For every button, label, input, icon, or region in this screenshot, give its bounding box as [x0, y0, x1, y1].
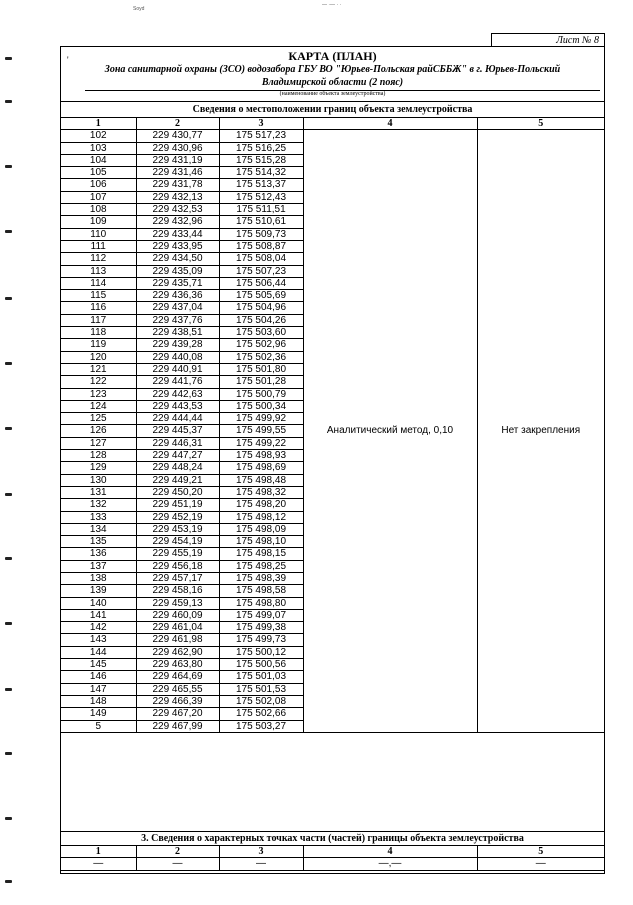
document-header: [61, 47, 604, 101]
coord-x: 229 461,04: [136, 622, 219, 634]
point-number: 140: [61, 597, 136, 609]
point-number: 106: [61, 179, 136, 191]
point-number: 135: [61, 536, 136, 548]
coord-x: 229 446,31: [136, 437, 219, 449]
coord-x: 229 466,39: [136, 695, 219, 707]
point-number: 125: [61, 413, 136, 425]
coord-y: 175 508,87: [219, 240, 303, 252]
coord-y: 175 506,44: [219, 277, 303, 289]
coord-y: 175 511,51: [219, 204, 303, 216]
point-number: 143: [61, 634, 136, 646]
coord-y: 175 498,15: [219, 548, 303, 560]
point-number: 112: [61, 253, 136, 265]
coord-x: 229 431,46: [136, 167, 219, 179]
coord-y: 175 510,61: [219, 216, 303, 228]
scan-mark: [5, 622, 12, 625]
point-number: 5: [61, 720, 136, 732]
point-number: 114: [61, 277, 136, 289]
coord-x: 229 467,99: [136, 720, 219, 732]
coord-x: 229 460,09: [136, 609, 219, 621]
coord-x: 229 432,53: [136, 204, 219, 216]
coord-y: 175 498,25: [219, 560, 303, 572]
coord-x: 229 430,77: [136, 130, 219, 142]
coord-y: 175 504,96: [219, 302, 303, 314]
coord-x: 229 441,76: [136, 376, 219, 388]
coord-y: 175 517,23: [219, 130, 303, 142]
coord-x: 229 432,13: [136, 191, 219, 203]
point-number: 120: [61, 351, 136, 363]
coord-x: 229 463,80: [136, 659, 219, 671]
coord-x: 229 442,63: [136, 388, 219, 400]
coord-x: 229 445,37: [136, 425, 219, 437]
coord-y: 175 498,10: [219, 536, 303, 548]
point-number: 141: [61, 609, 136, 621]
object-name-line1: Зона санитарной охраны (ЗСО) водозабора ГБУ ВО "Юрьев-Польская райСББЖ" в г. Юрьев-Польский: [104, 64, 561, 75]
coord-y: 175 498,12: [219, 511, 303, 523]
coord-y: 175 499,38: [219, 622, 303, 634]
empty-cell: —: [477, 858, 604, 870]
point-number: 145: [61, 659, 136, 671]
coord-y: 175 505,69: [219, 290, 303, 302]
coord-y: 175 498,58: [219, 585, 303, 597]
coord-y: 175 499,55: [219, 425, 303, 437]
scan-mark: [5, 165, 12, 168]
coord-x: 229 465,55: [136, 683, 219, 695]
point-number: 149: [61, 708, 136, 720]
coord-y: 175 507,23: [219, 265, 303, 277]
coord-x: 229 450,20: [136, 486, 219, 498]
point-number: 121: [61, 363, 136, 375]
object-name-line2: Владимирской области (2 пояс): [261, 77, 404, 88]
coord-x: 229 437,76: [136, 314, 219, 326]
column-header: 1: [61, 118, 136, 130]
coord-x: 229 464,69: [136, 671, 219, 683]
column-header: 3: [219, 846, 303, 858]
coord-y: 175 501,28: [219, 376, 303, 388]
point-number: 139: [61, 585, 136, 597]
point-number: 103: [61, 142, 136, 154]
parts-table: [61, 845, 604, 871]
coord-y: 175 500,56: [219, 659, 303, 671]
table-header-row: [61, 846, 604, 858]
coordinates-table: [61, 117, 604, 733]
point-number: 127: [61, 437, 136, 449]
point-number: 116: [61, 302, 136, 314]
scan-mark: [5, 427, 12, 430]
coord-y: 175 509,73: [219, 228, 303, 240]
coord-x: 229 432,96: [136, 216, 219, 228]
column-header: 4: [303, 846, 477, 858]
coord-y: 175 498,48: [219, 474, 303, 486]
coord-x: 229 455,19: [136, 548, 219, 560]
table-row: [61, 130, 604, 142]
object-caption: (наименование объекта землеустройства): [279, 91, 386, 97]
coord-y: 175 503,27: [219, 720, 303, 732]
table-header-row: [61, 118, 604, 130]
coord-y: 175 513,37: [219, 179, 303, 191]
coord-y: 175 503,60: [219, 327, 303, 339]
table-body: [61, 130, 604, 733]
coord-x: 229 461,98: [136, 634, 219, 646]
coord-y: 175 504,26: [219, 314, 303, 326]
coord-x: 229 457,17: [136, 572, 219, 584]
point-number: 138: [61, 572, 136, 584]
point-number: 144: [61, 646, 136, 658]
coord-x: 229 459,13: [136, 597, 219, 609]
coord-y: 175 498,69: [219, 462, 303, 474]
section-title: Сведения о местоположении границ объекта землеустройства: [61, 101, 604, 117]
coord-x: 229 436,36: [136, 290, 219, 302]
point-number: 132: [61, 499, 136, 511]
sheet-number: Лист № 8: [491, 33, 605, 47]
point-number: 104: [61, 154, 136, 166]
coord-x: 229 443,53: [136, 400, 219, 412]
coord-y: 175 515,28: [219, 154, 303, 166]
coord-x: 229 431,78: [136, 179, 219, 191]
column-header: 5: [477, 846, 604, 858]
coord-x: 229 435,09: [136, 265, 219, 277]
method-cell: Аналитический метод, 0,10: [303, 130, 477, 733]
point-number: 123: [61, 388, 136, 400]
coord-y: 175 502,96: [219, 339, 303, 351]
coord-y: 175 508,04: [219, 253, 303, 265]
coord-y: 175 512,43: [219, 191, 303, 203]
scan-mark: [5, 57, 12, 60]
point-number: 128: [61, 450, 136, 462]
point-number: 124: [61, 400, 136, 412]
coord-y: 175 501,53: [219, 683, 303, 695]
scan-mark: [5, 493, 12, 496]
coord-x: 229 439,28: [136, 339, 219, 351]
page-title: КАРТА (ПЛАН): [288, 49, 377, 63]
coord-x: 229 456,18: [136, 560, 219, 572]
column-header: 5: [477, 118, 604, 130]
coord-y: 175 499,92: [219, 413, 303, 425]
section3-title: 3. Сведения о характерных точках части (частей) границы объекта землеустройства: [61, 831, 604, 846]
scan-mark: [5, 362, 12, 365]
point-number: 115: [61, 290, 136, 302]
empty-cell: —: [219, 858, 303, 870]
point-number: 107: [61, 191, 136, 203]
point-number: 105: [61, 167, 136, 179]
scan-mark: [5, 297, 12, 300]
coord-x: 229 434,50: [136, 253, 219, 265]
fixing-cell: Нет закрепления: [477, 130, 604, 733]
coord-y: 175 498,32: [219, 486, 303, 498]
scan-mark: [5, 557, 12, 560]
coord-x: 229 433,44: [136, 228, 219, 240]
point-number: 131: [61, 486, 136, 498]
coord-y: 175 501,80: [219, 363, 303, 375]
empty-cell: —: [61, 858, 136, 870]
point-number: 118: [61, 327, 136, 339]
coord-y: 175 500,12: [219, 646, 303, 658]
coord-x: 229 462,90: [136, 646, 219, 658]
coord-x: 229 438,51: [136, 327, 219, 339]
point-number: 111: [61, 240, 136, 252]
point-number: 108: [61, 204, 136, 216]
point-number: 148: [61, 695, 136, 707]
document-frame: [60, 46, 605, 874]
scan-mark: [5, 752, 12, 755]
coord-x: 229 431,19: [136, 154, 219, 166]
coord-x: 229 444,44: [136, 413, 219, 425]
coord-y: 175 501,03: [219, 671, 303, 683]
point-number: 137: [61, 560, 136, 572]
column-header: 2: [136, 846, 219, 858]
point-number: 113: [61, 265, 136, 277]
coord-x: 229 454,19: [136, 536, 219, 548]
coord-x: 229 430,96: [136, 142, 219, 154]
coord-y: 175 502,36: [219, 351, 303, 363]
scan-mark: [5, 100, 12, 103]
coord-x: 229 433,95: [136, 240, 219, 252]
coord-x: 229 447,27: [136, 450, 219, 462]
coord-y: 175 498,20: [219, 499, 303, 511]
coord-y: 175 499,22: [219, 437, 303, 449]
coord-y: 175 499,07: [219, 609, 303, 621]
coord-x: 229 452,19: [136, 511, 219, 523]
empty-cell: —: [136, 858, 219, 870]
scan-mark: [5, 230, 12, 233]
scan-artifact: — ·— · ·: [322, 2, 342, 8]
coord-x: 229 467,20: [136, 708, 219, 720]
coord-x: 229 440,91: [136, 363, 219, 375]
coord-x: 229 458,16: [136, 585, 219, 597]
coord-x: 229 449,21: [136, 474, 219, 486]
point-number: 110: [61, 228, 136, 240]
point-number: 147: [61, 683, 136, 695]
coord-x: 229 437,04: [136, 302, 219, 314]
scan-mark: [5, 880, 12, 883]
coord-x: 229 451,19: [136, 499, 219, 511]
point-number: 130: [61, 474, 136, 486]
point-number: 142: [61, 622, 136, 634]
coord-x: 229 448,24: [136, 462, 219, 474]
point-number: 109: [61, 216, 136, 228]
point-number: 122: [61, 376, 136, 388]
point-number: 129: [61, 462, 136, 474]
coord-x: 229 435,71: [136, 277, 219, 289]
point-number: 146: [61, 671, 136, 683]
column-header: 2: [136, 118, 219, 130]
scan-mark: [5, 688, 12, 691]
coord-y: 175 498,39: [219, 572, 303, 584]
coord-y: 175 498,93: [219, 450, 303, 462]
coord-y: 175 516,25: [219, 142, 303, 154]
coord-y: 175 500,79: [219, 388, 303, 400]
empty-cell: —,—: [303, 858, 477, 870]
scan-mark: [5, 817, 12, 820]
coord-y: 175 514,32: [219, 167, 303, 179]
coord-y: 175 498,80: [219, 597, 303, 609]
coord-y: 175 500,34: [219, 400, 303, 412]
point-number: 126: [61, 425, 136, 437]
scan-artifact: Sоyd: [133, 6, 145, 12]
point-number: 119: [61, 339, 136, 351]
coord-y: 175 502,08: [219, 695, 303, 707]
point-number: 117: [61, 314, 136, 326]
column-header: 3: [219, 118, 303, 130]
point-number: 133: [61, 511, 136, 523]
table-row: [61, 858, 604, 870]
coord-x: 229 440,08: [136, 351, 219, 363]
column-header: 1: [61, 846, 136, 858]
coord-y: 175 502,66: [219, 708, 303, 720]
point-number: 136: [61, 548, 136, 560]
point-number: 134: [61, 523, 136, 535]
column-header: 4: [303, 118, 477, 130]
tick-mark: ': [67, 55, 69, 65]
coord-x: 229 453,19: [136, 523, 219, 535]
coord-y: 175 499,73: [219, 634, 303, 646]
coord-y: 175 498,09: [219, 523, 303, 535]
point-number: 102: [61, 130, 136, 142]
